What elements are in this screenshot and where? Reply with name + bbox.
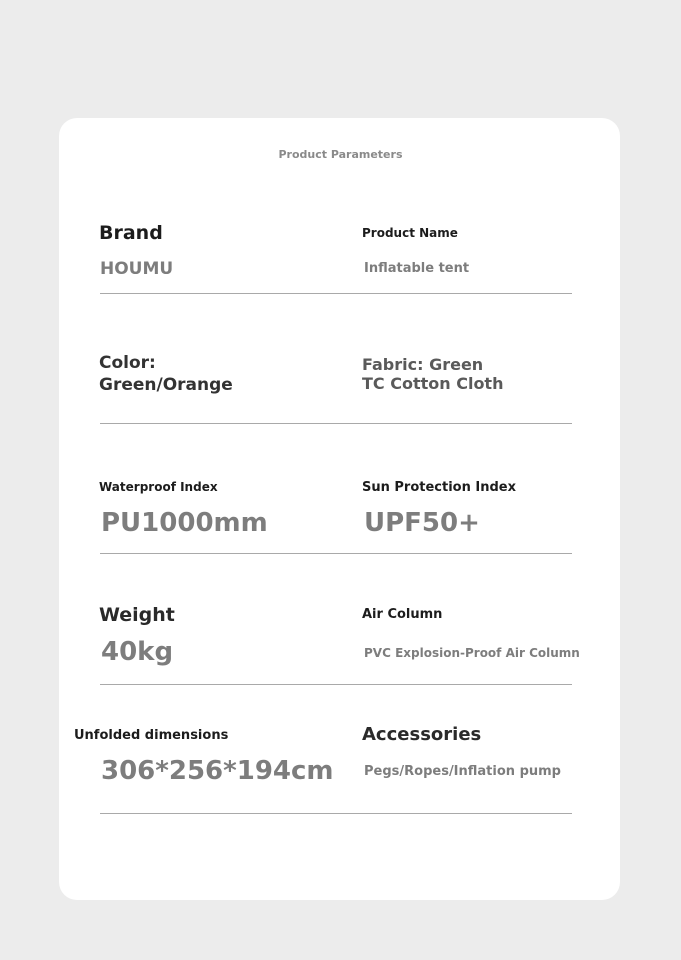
waterproof-index-label: Waterproof Index bbox=[99, 480, 218, 494]
fabric-label: Fabric: Green bbox=[362, 355, 484, 374]
unfolded-dimensions-label: Unfolded dimensions bbox=[74, 728, 229, 743]
fabric-value: TC Cotton Cloth bbox=[362, 374, 504, 393]
weight-label: Weight bbox=[99, 604, 175, 626]
row-divider bbox=[100, 293, 572, 294]
brand-label: Brand bbox=[99, 222, 163, 244]
waterproof-index-value: PU1000mm bbox=[101, 508, 268, 538]
air-column-value: PVC Explosion-Proof Air Column bbox=[364, 646, 580, 660]
sun-protection-index-label: Sun Protection Index bbox=[362, 480, 516, 495]
row-divider bbox=[100, 423, 572, 424]
color-label: Color: bbox=[99, 353, 156, 373]
color-value: Green/Orange bbox=[99, 375, 233, 395]
brand-value: HOUMU bbox=[100, 259, 174, 279]
row-divider bbox=[100, 813, 572, 814]
page-title: Product Parameters bbox=[278, 148, 403, 161]
weight-value: 40kg bbox=[101, 637, 174, 667]
product-name-label: Product Name bbox=[362, 226, 458, 240]
product-name-value: Inflatable tent bbox=[364, 261, 470, 276]
row-divider bbox=[100, 553, 572, 554]
unfolded-dimensions-value: 306*256*194cm bbox=[101, 756, 334, 786]
accessories-value: Pegs/Ropes/Inflation pump bbox=[364, 764, 561, 779]
sun-protection-index-value: UPF50+ bbox=[364, 508, 480, 538]
accessories-label: Accessories bbox=[362, 724, 482, 745]
air-column-label: Air Column bbox=[362, 607, 443, 622]
row-divider bbox=[100, 684, 572, 685]
